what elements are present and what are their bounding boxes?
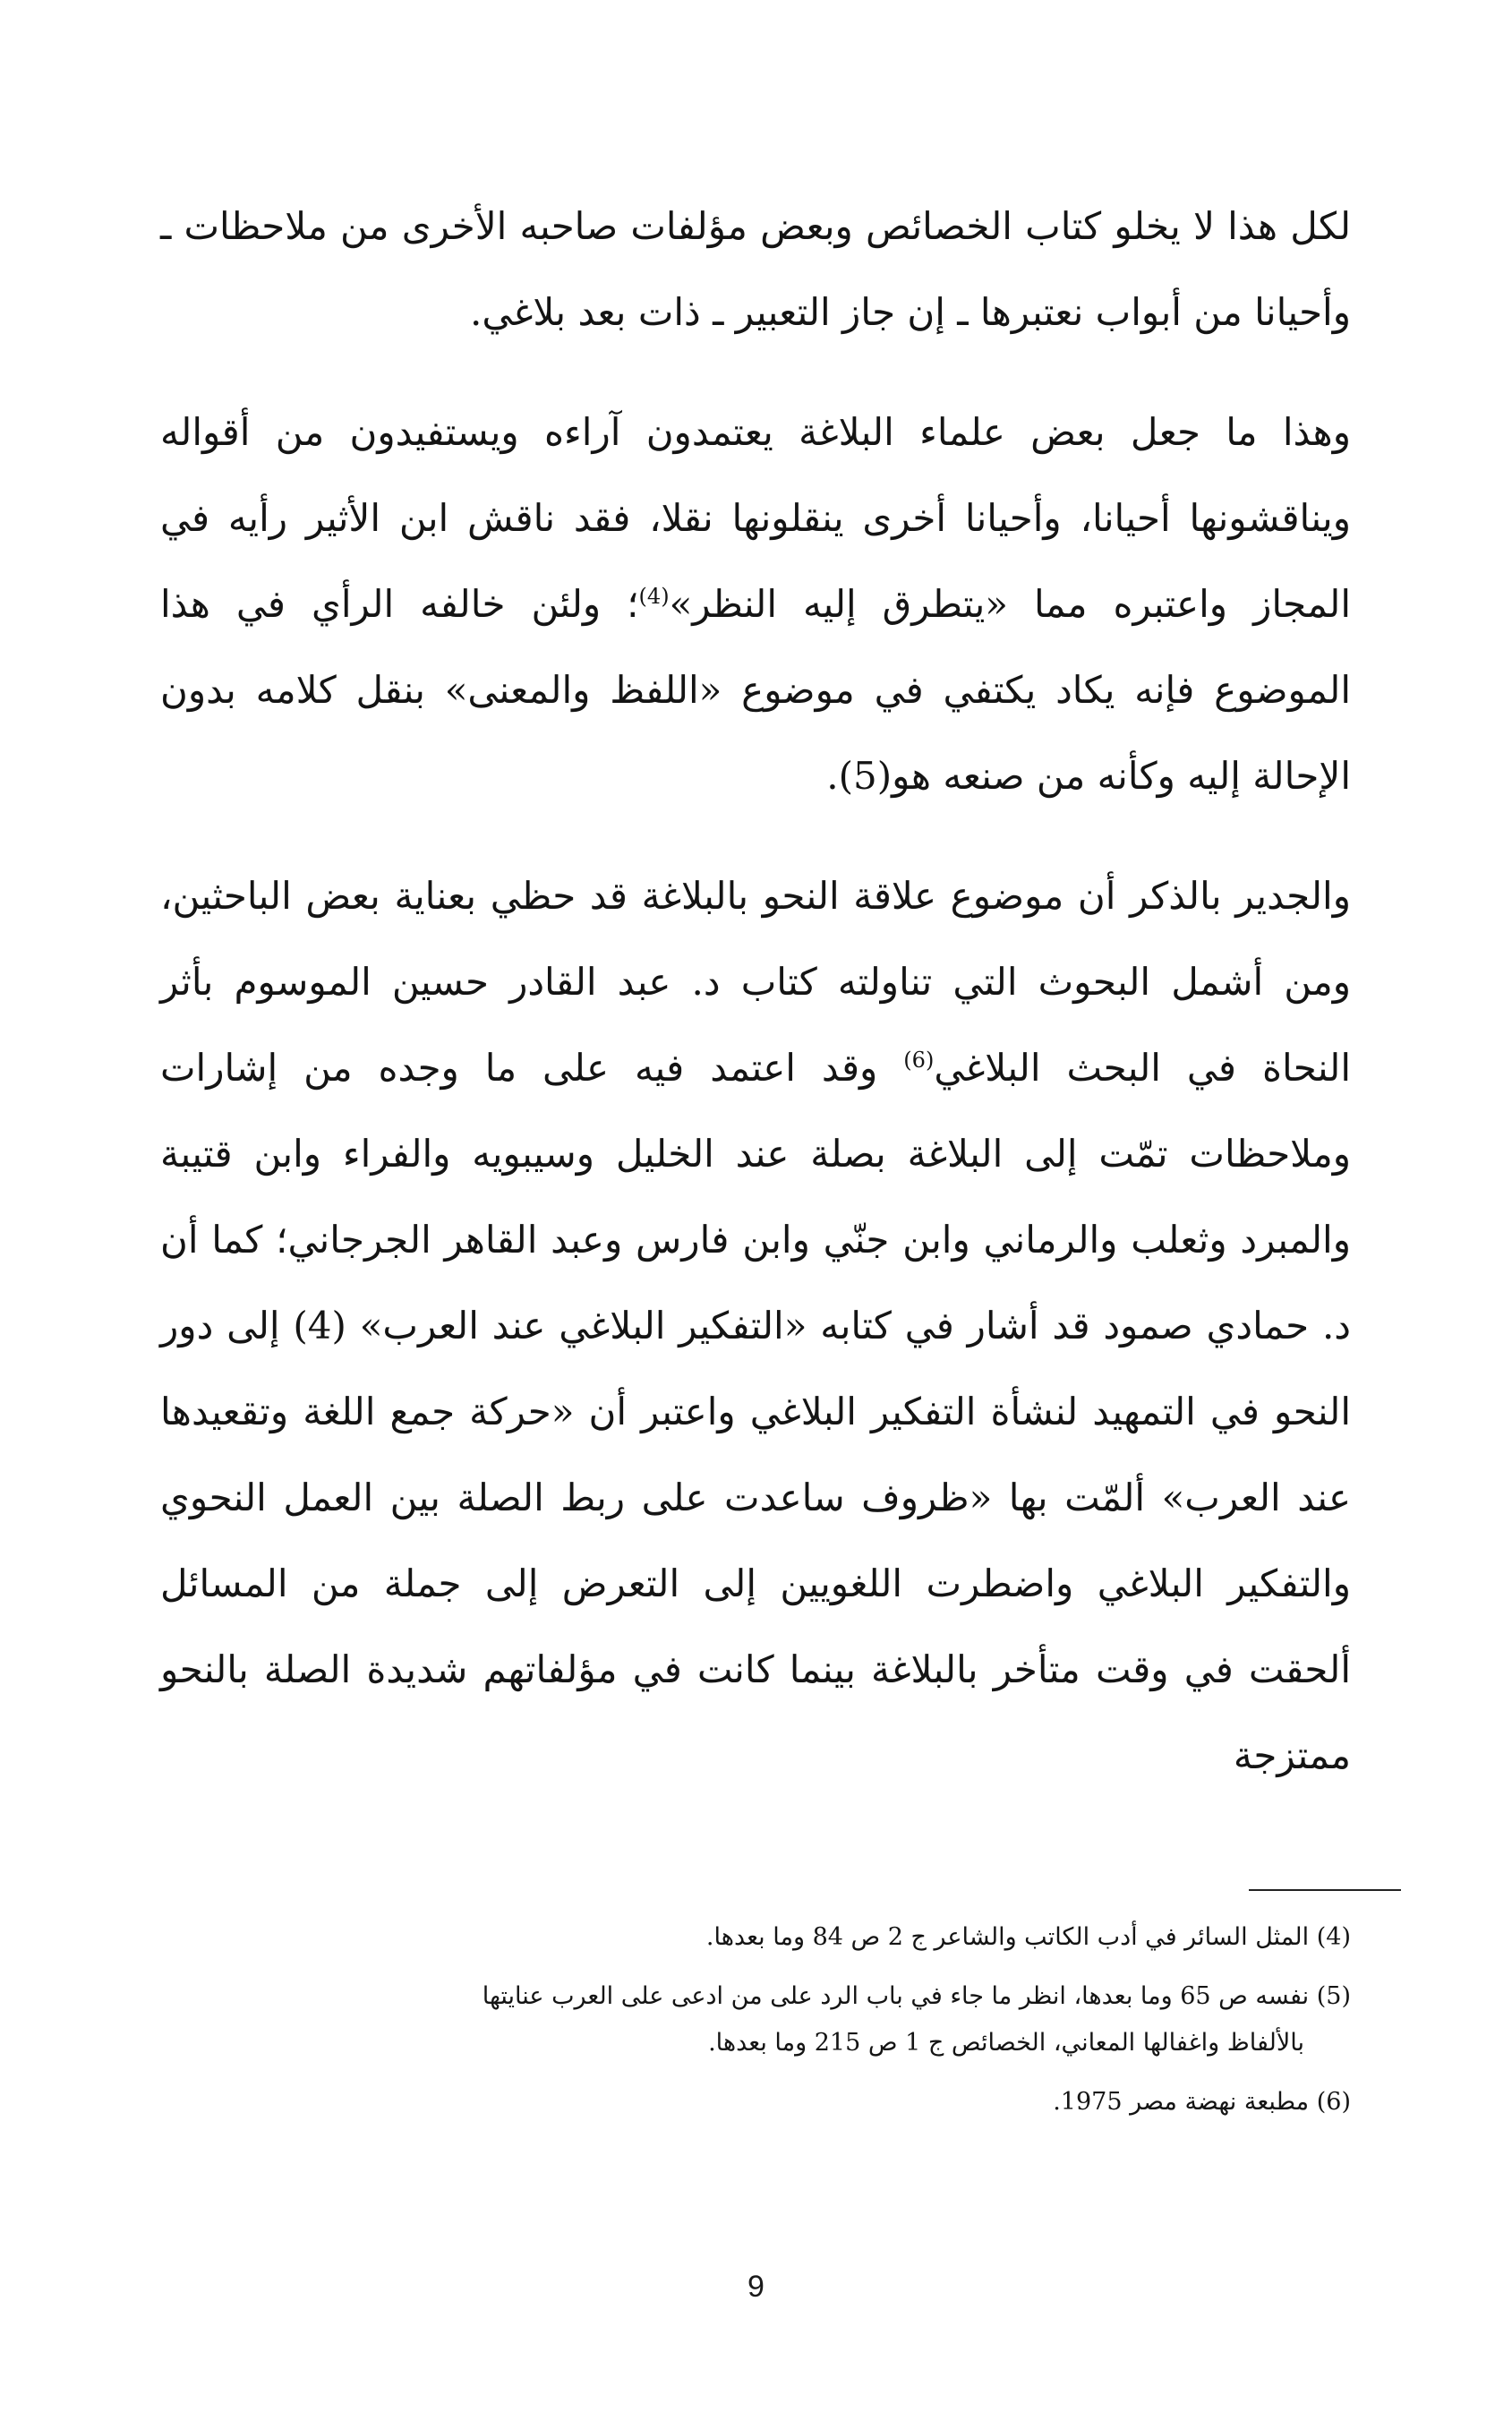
footnote-ref-4: (4) [638,584,670,609]
footnote-text: (5) نفسه ص 65 وما بعدها، انظر ما جاء في باب الرد على من ادعى على العرب عنايتها [482,1982,1351,2010]
footnote-5 [151,1973,1351,2066]
paragraph-3 [160,853,1351,1799]
paragraph-text: لكل هذا لا يخلو كتاب الخصائص وبعض مؤلفات صاحبه الأخرى من ملاحظات ـ وأحيانا من أبواب نعتبرها ـ إن جاز التعبير ـ ذات بعد بلاغي. [160,204,1351,334]
footnote-4 [151,1914,1351,1961]
paragraph-2 [160,389,1351,819]
footnote-text: (4) المثل السائر في أدب الكاتب والشاعر ج 2 ص 84 وما بعدها. [705,1923,1351,1951]
footnote-6 [151,2079,1351,2126]
footnote-text: (6) مطبعة نهضة مصر 1975. [1053,2088,1351,2116]
footnote-ref-6: (6) [903,1048,935,1073]
paragraph-text: وقد اعتمد فيه على ما وجده من إشارات وملاحظات تمّت إلى البلاغة بصلة عند الخليل وسيبويه والفراء وابن قتيبة والمبرد وثعلب والرماني وابن جنّي وابن فارس وعبد القاهر الجرجاني؛ كما أن د. حمادي صمود قد أشار في كتابه «التفكير البلاغي عند العرب» (4) إلى دور النحو في التمهيد لنشأة التفكير البلاغي واعتبر أن «حركة جمع اللغة وتقعيدها عند العرب» ألمّت بها «ظروف ساعدت على ربط الصلة بين العمل النحوي والتفكير البلاغي واضطرت اللغويين إلى التعرض إلى جملة من المسائل ألحقت في وقت متأخر بالبلاغة بينما كانت في مؤلفاتهم شديدة الصلة بالنحو ممتزجة [160,1046,1352,1777]
body-text [160,184,1351,1833]
footnote-divider [1249,1889,1401,1891]
paragraph-text: ؛ ولئن خالفه الرأي في هذا الموضوع فإنه يكاد يكتفي في موضوع «اللفظ والمعنى» بنقل كلامه بدون الإحالة إليه وكأنه من صنعه هو(5). [160,582,1351,798]
footnote-continuation: بالألفاظ واغفالها المعاني، الخصائص ج 1 ص 215 وما بعدها. [708,2029,1304,2057]
paragraph-1 [160,184,1351,355]
paragraph-text: وهذا ما جعل بعض علماء البلاغة يعتمدون آراءه ويستفيدون من أقواله ويناقشونها أحيانا، وأحيانا أخرى ينقلونها نقلا، فقد ناقش ابن الأثير رأيه في المجاز واعتبره مما «يتطرق إليه النظر» [160,410,1352,626]
page-number: 9 [747,2270,765,2304]
footnotes [151,1914,1351,2138]
paragraph-text: والجدير بالذكر أن موضوع علاقة النحو بالبلاغة قد حظي بعناية بعض الباحثين، ومن أشمل البحوث التي تناولته كتاب د. عبد القادر حسين الموسوم بأثر النحاة في البحث البلاغي [160,874,1351,1090]
